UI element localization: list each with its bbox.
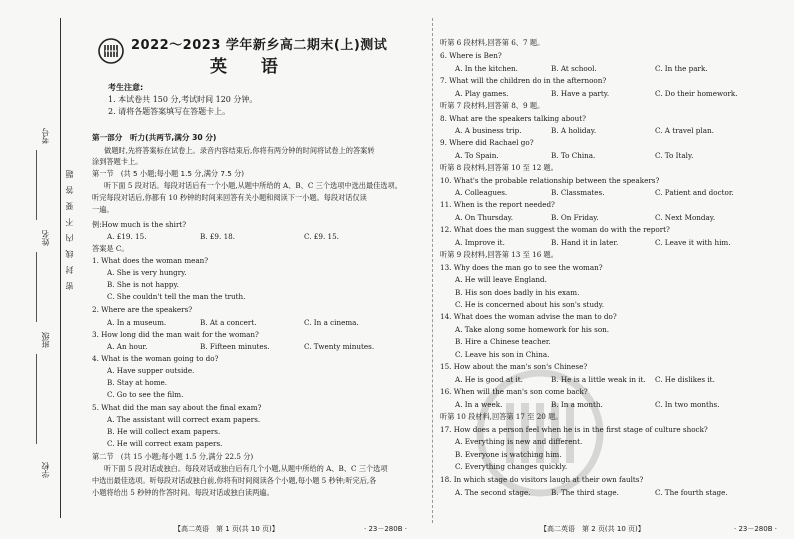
section2-instr-2: 中选出最佳选项。听每段对话或独白前,你将有时间阅读各个小题,每小题 5 秒钟;听完后,各	[92, 476, 377, 485]
q3-option-a: A. An hour.	[107, 342, 148, 351]
question-18: 18. In which stage do visitors laugh at their own faults?	[440, 475, 644, 484]
footer-code-1: · 23－280B ·	[364, 525, 407, 533]
example-option-c: C. £9. 15.	[304, 232, 339, 241]
question-7: 7. What will the children do in the afternoon?	[440, 76, 607, 85]
q18-option-a: A. The second stage.	[455, 488, 531, 497]
seal-notice: 密 封 线 内 不 要 答 题	[65, 170, 74, 290]
footer-code-2: · 23－280B ·	[734, 525, 777, 533]
q3-option-b: B. Fifteen minutes.	[200, 342, 270, 351]
q15-option-a: A. He is good at it.	[455, 375, 523, 384]
intro-line-1: 做题时,先将答案标在试卷上。录音内容结束后,你将有两分钟的时间将试卷上的答案转	[104, 146, 375, 155]
q16-option-a: A. In a week.	[455, 400, 503, 409]
q11-option-c: C. Next Monday.	[655, 213, 716, 222]
q3-option-c: C. Twenty minutes.	[304, 342, 375, 351]
question-8: 8. What are the speakers talking about?	[440, 114, 587, 123]
section1-heading: 第一节 (共 5 小题;每小题 1.5 分,满分 7.5 分)	[92, 169, 245, 178]
section1-instr-3: 一遍。	[92, 205, 114, 214]
q1-option-c: C. She couldn't tell the man the truth.	[107, 292, 246, 301]
candidate-notice	[108, 82, 257, 118]
seal-line	[60, 18, 61, 518]
section2-instr-3: 小题将给出 5 秒钟的作答时间。每段对话或独白读两遍。	[92, 488, 274, 497]
q14-option-c: C. Leave his son in China.	[455, 350, 550, 359]
q18-option-c: C. The fourth stage.	[655, 488, 728, 497]
q9-option-a: A. To Spain.	[455, 151, 499, 160]
q2-option-b: B. At a concert.	[200, 318, 257, 327]
q4-option-b: B. Stay at home.	[107, 378, 168, 387]
example-question: 例:How much is the shirt?	[92, 220, 187, 229]
question-17: 17. How does a person feel when he is in the first stage of culture shock?	[440, 425, 708, 434]
section1-instr-1: 听下面 5 段对话。每段对话后有一个小题,从题中所给的 A、B、C 三个选项中选出最佳选项。	[104, 181, 402, 190]
q12-option-c: C. Leave it with him.	[655, 238, 731, 247]
example-option-b: B. £9. 18.	[200, 232, 235, 241]
q11-option-b: B. On Friday.	[551, 213, 599, 222]
q8-option-b: B. A holiday.	[551, 126, 597, 135]
material-7-intro: 听第 7 段材料,回答第 8、9 题。	[440, 101, 545, 110]
footer-page-1: 【高二英语 第 1 页(共 10 页)】	[174, 525, 279, 533]
part1-heading: 第一部分 听力(共两节,满分 30 分)	[92, 133, 217, 142]
q6-option-a: A. In the kitchen.	[455, 64, 518, 73]
q15-option-b: B. He is a little weak in it.	[551, 375, 646, 384]
notice-line-1: 1. 本试卷共 150 分,考试时间 120 分钟。	[108, 95, 258, 104]
question-13: 13. Why does the man go to see the woman?	[440, 263, 603, 272]
question-6: 6. Where is Ben?	[440, 51, 502, 60]
question-10: 10. What's the probable relationship between the speakers?	[440, 176, 660, 185]
school-label: 学校	[41, 462, 50, 478]
q14-option-b: B. Hire a Chinese teacher.	[455, 337, 551, 346]
q8-option-c: C. A travel plan.	[655, 126, 714, 135]
q7-option-c: C. Do their homework.	[655, 89, 738, 98]
material-6-intro: 听第 6 段材料,回答第 6、7 题。	[440, 38, 545, 47]
q10-option-c: C. Patient and doctor.	[655, 188, 734, 197]
exam-title: 2022～2023 学年新乡高二期末(上)测试	[131, 38, 388, 53]
q13-option-a: A. He will leave England.	[455, 275, 547, 284]
q8-option-a: A. A business trip.	[455, 126, 522, 135]
subject-title: 英 语	[210, 57, 292, 77]
section2-instr-1: 听下面 5 段对话或独白。每段对话或独白后有几个小题,从题中所给的 A、B、C 三个选项	[104, 464, 388, 473]
q5-option-c: C. He will correct exam papers.	[107, 439, 223, 448]
q6-option-c: C. In the park.	[655, 64, 708, 73]
notice-heading: 考生注意:	[108, 83, 144, 92]
question-4: 4. What is the woman going to do?	[92, 354, 219, 363]
intro-line-2: 涂到答题卡上。	[92, 157, 143, 166]
q17-option-a: A. Everything is new and different.	[455, 437, 583, 446]
q6-option-b: B. At school.	[551, 64, 597, 73]
example-option-a: A. £19. 15.	[107, 232, 147, 241]
material-8-intro: 听第 8 段材料,回答第 10 至 12 题。	[440, 163, 558, 172]
question-2: 2. Where are the speakers?	[92, 305, 193, 314]
column-divider	[432, 18, 433, 523]
q5-option-a: A. The assistant will correct exam papers.	[107, 415, 261, 424]
q9-option-c: C. To Italy.	[655, 151, 694, 160]
q2-option-a: A. In a museum.	[107, 318, 167, 327]
example-answer: 答案是 C。	[92, 244, 129, 253]
notice-line-2: 2. 请将各题答案填写在答题卡上。	[108, 107, 231, 116]
q7-option-a: A. Play games.	[455, 89, 509, 98]
q10-option-b: B. Classmates.	[551, 188, 605, 197]
q9-option-b: B. To China.	[551, 151, 596, 160]
q13-option-b: B. His son does badly in his exam.	[455, 288, 580, 297]
q17-option-b: B. Everyone is watching him.	[455, 450, 562, 459]
question-12: 12. What does the man suggest the woman do with the report?	[440, 225, 670, 234]
q14-option-a: A. Take along some homework for his son.	[455, 325, 610, 334]
question-15: 15. How about the man's son's Chinese?	[440, 362, 588, 371]
q12-option-a: A. Improve it.	[455, 238, 505, 247]
question-1: 1. What does the woman mean?	[92, 256, 209, 265]
q1-option-a: A. She is very hungry.	[107, 268, 187, 277]
question-5: 5. What did the man say about the final exam?	[92, 403, 262, 412]
q2-option-c: C. In a cinema.	[304, 318, 359, 327]
question-3: 3. How long did the man wait for the woman?	[92, 330, 259, 339]
binding-margin	[0, 0, 86, 539]
q16-option-b: B. In a month.	[551, 400, 603, 409]
section2-heading: 第二节 (共 15 小题;每小题 1.5 分,满分 22.5 分)	[92, 452, 254, 461]
q10-option-a: A. Colleagues.	[455, 188, 508, 197]
q16-option-c: C. In two months.	[655, 400, 720, 409]
question-14: 14. What does the woman advise the man to do?	[440, 312, 617, 321]
q18-option-b: B. The third stage.	[551, 488, 619, 497]
q4-option-c: C. Go to see the film.	[107, 390, 184, 399]
material-9-intro: 听第 9 段材料,回答第 13 至 16 题。	[440, 250, 558, 259]
q7-option-b: B. Have a party.	[551, 89, 610, 98]
exam-no-label: 考号	[41, 128, 50, 144]
class-blank	[36, 354, 37, 444]
name-label: 姓名	[41, 230, 50, 246]
exam-no-blank	[36, 150, 37, 220]
publisher-logo-icon	[98, 38, 124, 64]
q12-option-b: B. Hand it in later.	[551, 238, 619, 247]
q13-option-c: C. He is concerned about his son's study.	[455, 300, 605, 309]
footer-page-2: 【高二英语 第 2 页(共 10 页)】	[540, 525, 645, 533]
section1-instr-2: 听完每段对话后,你都有 10 秒钟的时间来回答有关小题和阅读下一小题。每段对话仅读	[92, 193, 367, 202]
q11-option-a: A. On Thursday.	[455, 213, 514, 222]
name-blank	[36, 252, 37, 322]
question-16: 16. When will the man's son come back?	[440, 387, 588, 396]
material-10-intro: 听第 10 段材料,回答第 17 至 20 题。	[440, 412, 563, 421]
q5-option-b: B. He will collect exam papers.	[107, 427, 221, 436]
q15-option-c: C. He dislikes it.	[655, 375, 715, 384]
question-9: 9. Where did Rachael go?	[440, 138, 534, 147]
class-label: 班级	[41, 332, 50, 348]
q17-option-c: C. Everything changes quickly.	[455, 462, 568, 471]
q4-option-a: A. Have supper outside.	[107, 366, 195, 375]
question-11: 11. When is the report needed?	[440, 200, 555, 209]
q1-option-b: B. She is not happy.	[107, 280, 179, 289]
